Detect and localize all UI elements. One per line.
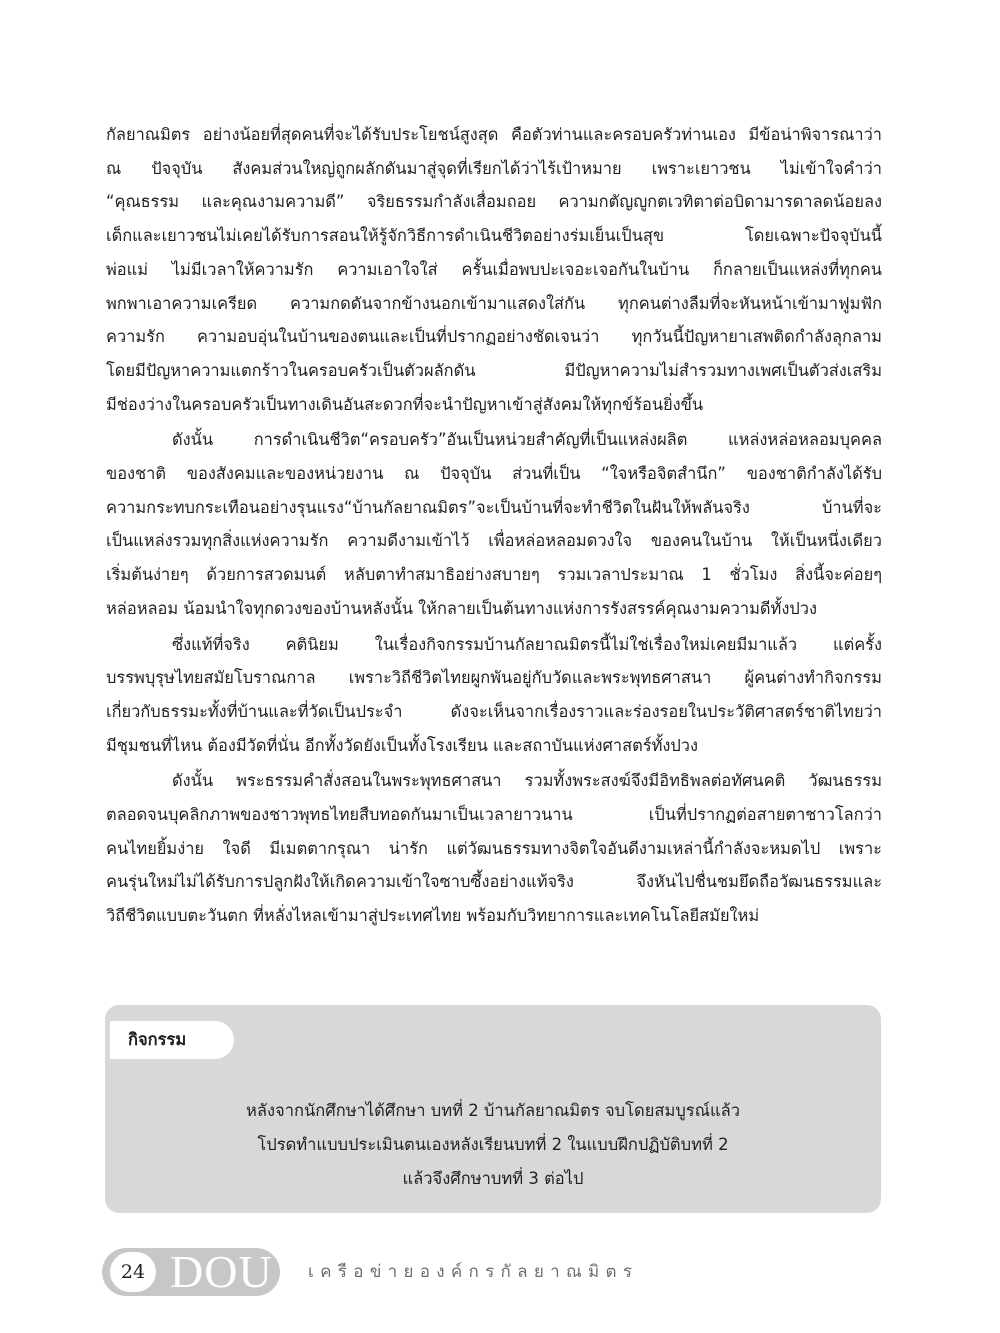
text-line: หล่อหลอม น้อมนำใจทุกดวงของบ้านหลังนั้น ให้กลายเป็นต้นทางแห่งการรังสรรค์คุณงามความดีทั้งปวง [106, 598, 817, 618]
text-line: เกี่ยวกับธรรมะทั้งที่บ้านและที่วัดเป็นประจำ ดังจะเห็นจากเรื่องราวและร่องรอยในประวัติศาสตร์ชาติไทยว่า [106, 701, 882, 721]
page-number: 24 [110, 1252, 156, 1292]
body-text [106, 118, 882, 933]
activity-line: โปรดทำแบบประเมินตนเองหลังเรียนบทที่ 2 ในแบบฝึกปฏิบัติบทที่ 2 [257, 1135, 729, 1154]
text-line: ดังนั้น พระธรรมคำสั่งสอนในพระพุทธศาสนา รวมทั้งพระสงฆ์จึงมีอิทธิพลต่อทัศนคติ วัฒนธรรม [172, 771, 882, 791]
text-line: คนไทยยิ้มง่าย ใจดี มีเมตตากรุณา น่ารัก แต่วัฒนธรรมทางจิตใจอันดีงามเหล่านี้กำลังจะหมดไป เพราะ [106, 838, 882, 858]
text-line: บรรพบุรุษไทยสมัยโบราณกาล เพราะวิถีชีวิตไทยผูกพันอยู่กับวัดและพระพุทธศาสนา ผู้คนต่างทำกิจกรรม [106, 668, 882, 688]
text-line: พ่อแม่ ไม่มีเวลาให้ความรัก ความเอาใจใส่ ครั้นเมื่อพบปะเจอะเจอกันในบ้าน ก็กลายเป็นแหล่งที่ทุกคน [106, 259, 882, 279]
text-line: กัลยาณมิตร อย่างน้อยที่สุดคนที่จะได้รับประโยชน์สูงสุด คือตัวท่านและครอบครัวท่านเอง มีข้อน่าพิจารณาว่า [106, 125, 882, 144]
activity-instructions [105, 1094, 881, 1196]
text-line: มีช่องว่างในครอบครัวเป็นทางเดินอันสะดวกที่จะนำปัญหาเข้าสู่สังคมให้ทุกข์ร้อนยิ่งขึ้น [106, 394, 704, 414]
text-line: ความรัก ความอบอุ่นในบ้านของตนและเป็นที่ปรากฏอย่างชัดเจนว่า ทุกวันนี้ปัญหายาเสพติดกำลังลุกลาม [106, 327, 882, 347]
footer-title: เครือข่ายองค์กรกัลยาณมิตร [308, 1262, 639, 1282]
paragraph [106, 764, 882, 933]
text-line: ซึ่งแท้ที่จริง คตินิยม ในเรื่องกิจกรรมบ้านกัลยาณมิตรนี้ไม่ใช่เรื่องใหม่เคยมีมาแล้ว แต่ครั้ง [172, 634, 882, 654]
text-line: พกพาเอาความเครียด ความกดดันจากข้างนอกเข้ามาแสดงใส่กัน ทุกคนต่างลืมที่จะหันหน้าเข้ามาฟูมฟัก [106, 293, 882, 313]
text-line: ตลอดจนบุคลิกภาพของชาวพุทธไทยสืบทอดกันมาเป็นเวลายาวนาน เป็นที่ปรากฏต่อสายตาชาวโลกว่า [106, 805, 882, 825]
text-line: โดยมีปัญหาความแตกร้าวในครอบครัวเป็นตัวผลักดัน มีปัญหาความไม่สำรวมทางเพศเป็นตัวส่งเสริม [106, 360, 882, 380]
activity-line: แล้วจึงศึกษาบทที่ 3 ต่อไป [402, 1169, 584, 1188]
text-line: เด็กและเยาวชนไม่เคยได้รับการสอนให้รู้จักวิธีการดำเนินชีวิตอย่างร่มเย็นเป็นสุข โดยเฉพาะปัจจุบันนี้ [106, 226, 882, 246]
text-line: ความกระทบกระเทือนอย่างรุนแรง“บ้านกัลยาณมิตร”จะเป็นบ้านที่จะทำชีวิตในฝันให้พลันจริง บ้านที่จะ [106, 497, 882, 517]
text-line: เป็นแหล่งรวมทุกสิ่งแห่งความรัก ความดีงามเข้าไว้ เพื่อหล่อหลอมดวงใจ ของคนในบ้าน ให้เป็นหนึ่งเดียว [106, 531, 882, 551]
activity-line: หลังจากนักศึกษาได้ศึกษา บทที่ 2 บ้านกัลยาณมิตร จบโดยสมบูรณ์แล้ว [246, 1101, 740, 1120]
text-line: คนรุ่นใหม่ไม่ได้รับการปลูกฝังให้เกิดความเข้าใจซาบซึ้งอย่างแท้จริง จึงหันไปชื่นชมยึดถือวัฒนธรรมและ [106, 872, 882, 892]
text-line: มีชุมชนที่ไหน ต้องมีวัดที่นั่น อีกทั้งวัดยังเป็นทั้งโรงเรียน และสถาบันแห่งศาสตร์ทั้งปวง [106, 735, 698, 755]
brand-logo: DOU [170, 1246, 273, 1297]
paragraph [106, 423, 882, 625]
text-line: ณ ปัจจุบัน สังคมส่วนใหญ่ถูกผลักดันมาสู่จุดที่เรียกได้ว่าไร้เป้าหมาย เพราะเยาวชน ไม่เข้าใจคำว่า [106, 158, 882, 178]
text-line: วิถีชีวิตแบบตะวันตก ที่หลั่งไหลเข้ามาสู่ประเทศไทย พร้อมกับวิทยาการและเทคโนโลยีสมัยใหม่ [106, 906, 760, 926]
text-line: “คุณธรรม และคุณงามความดี” จริยธรรมกำลังเสื่อมถอย ความกตัญญูกตเวทิตาต่อบิดามารดาลดน้อยลง [106, 192, 882, 212]
text-line: ของชาติ ของสังคมและของหน่วยงาน ณ ปัจจุบัน ส่วนที่เป็น “ใจหรือจิตสำนึก” ของชาติกำลังได้รับ [106, 464, 882, 484]
paragraph [106, 118, 882, 421]
text-line: เริ่มต้นง่ายๆ ด้วยการสวดมนต์ หลับตาทำสมาธิอย่างสบายๆ รวมเวลาประมาณ 1 ชั่วโมง สิ่งนี้จะค่อยๆ [106, 565, 882, 585]
text-line: ดังนั้น การดำเนินชีวิต“ครอบครัว”อันเป็นหน่วยสำคัญที่เป็นแหล่งผลิต แหล่งหล่อหลอมบุคคล [172, 430, 882, 450]
activity-label: กิจกรรม [110, 1021, 234, 1059]
paragraph [106, 628, 882, 763]
